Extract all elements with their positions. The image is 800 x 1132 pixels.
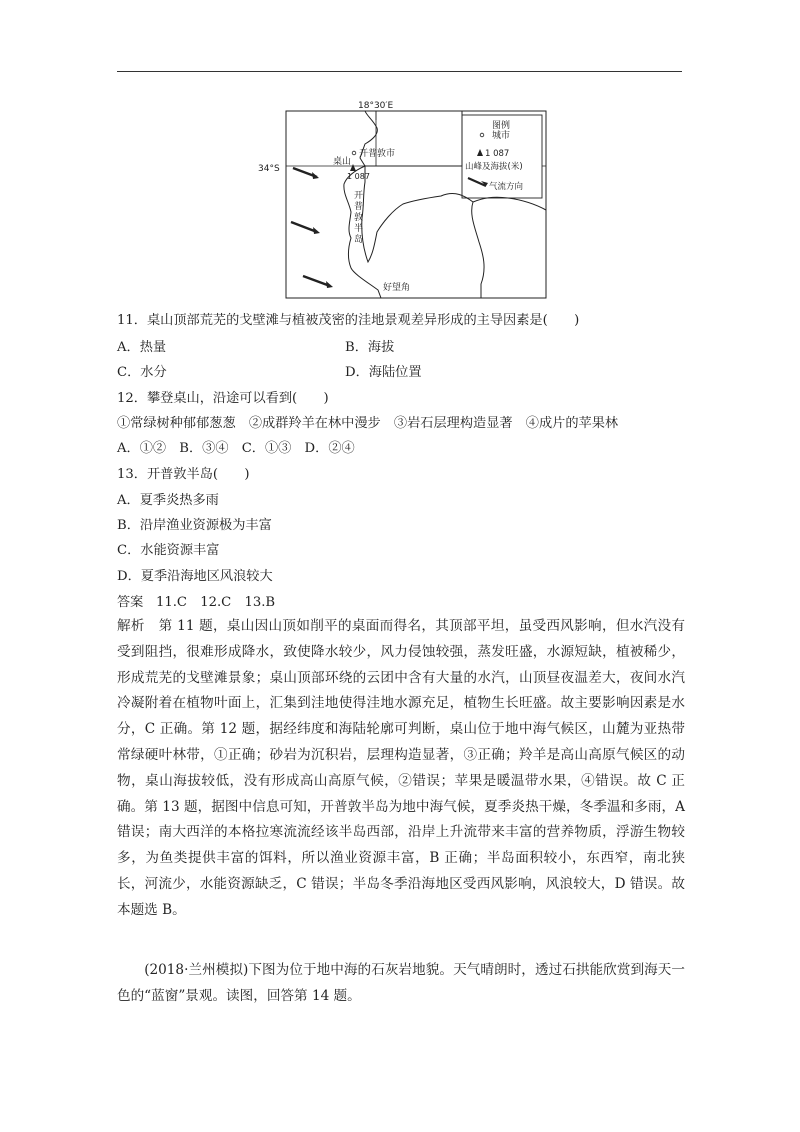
question-14-intro: (2018·兰州模拟)下图为位于地中海的石灰岩地貌。天气晴朗时，透过石拱能欣赏到海天一色的“蓝窗”景观。读图，回答第 14 题。 [117, 962, 685, 1004]
question-12-statements: ①常绿树种郁郁葱葱 ②成群羚羊在林中漫步 ③岩石层理构造显著 ④成片的苹果林 [117, 416, 619, 431]
legend-peak: 山峰及海拔(米) [465, 162, 523, 172]
legend-peak-value: 1 087 [485, 149, 510, 159]
question-13-stem: 13．开普敦半岛( ) [117, 467, 250, 482]
legend-city: 城市 [492, 131, 511, 141]
legend-title: 图例 [492, 121, 511, 131]
question-13-option-a: A．夏季炎热多雨 [117, 493, 219, 508]
analysis-paragraph [117, 614, 685, 924]
peninsula-label-5: 岛 [354, 235, 364, 245]
answer-label: 答案 [117, 595, 144, 610]
header-rule [117, 71, 682, 72]
peninsula-label-4: 半 [354, 224, 364, 234]
longitude-label: 18°30′E [358, 101, 394, 111]
answer-line [117, 594, 275, 612]
mountain-name: 桌山 [333, 157, 352, 167]
legend-airflow: 气流方向 [489, 182, 524, 192]
question-11-option-a: A．热量 [117, 340, 167, 355]
question-13-option-b: B．沿岸渔业资源极为丰富 [117, 518, 272, 533]
question-11-option-c: C．水分 [117, 365, 167, 380]
peninsula-label-2: 普 [354, 202, 364, 212]
peninsula-label-1: 开 [354, 191, 364, 201]
analysis-text: 第 11 题，桌山因山顶如削平的桌面而得名，其顶部平坦，虽受西风影响，但水汽没有受到阻挡，很难形成降水，致使降水较少，风力侵蚀较强，蒸发旺盛，水源短缺，植被稀少，形成荒芜的戈壁滩景象；桌山顶部环绕的云团中含有大量的水汽，山顶昼夜温差大，夜间水汽冷凝附着在植物叶面上，汇集到洼地使得洼地水源充足，植物生长旺盛。故主要影响因素是水分，C 正确。第 12 题，据经纬度和海陆轮廓可判断，桌山位于地中海气候区，山麓为亚热带常绿硬叶林带，①正确；砂岩为沉积岩，层理构造显著，③正确；羚羊是高山高原气候区的动物，桌山海拔较低，没有形成高山高原气候，②错误；苹果是暖温带水果，④错误。故 C 正确。第 13 题，据图中信息可知，开普敦半岛为地中海气候，夏季炎热干燥，冬季温和多雨，A 错误；南大西洋的本格拉寒流流经该半岛西部，沿岸上升流带来丰富的营养物质，浮游生物较多，为鱼类提供丰富的饵料，所以渔业资源丰富，B 正确；半岛面积较小，东西窄，南北狭长，河流少，水能资源缺乏，C 错误；半岛冬季沿海地区受西风影响，风浪较大，D 错误。故本题选 B。 [117, 618, 686, 918]
question-12-stem: 12．攀登桌山，沿途可以看到( ) [117, 391, 329, 406]
question-11-stem: 11．桌山顶部荒芜的戈壁滩与植被茂密的洼地景观差异形成的主导因素是( ) [117, 313, 580, 328]
answer-text: 11.C 12.C 13.B [155, 595, 276, 610]
question-13-option-d: D．夏季沿海地区风浪较大 [117, 569, 273, 584]
city-label: 开普敦市 [359, 149, 396, 159]
question-11-option-d: D．海陆位置 [345, 365, 422, 380]
city-marker [352, 151, 356, 155]
question-12-choices: A．①② B．③④ C．①③ D．②④ [117, 441, 355, 456]
latitude-label: 34°S [258, 164, 280, 174]
airflow-arrow-2 [291, 222, 320, 234]
question-11-option-b: B．海拔 [345, 340, 395, 355]
peninsula-label-3: 敦 [354, 213, 364, 223]
airflow-arrow-1 [293, 168, 319, 179]
cape-peninsula-map [255, 98, 555, 300]
cape-label: 好望角 [383, 283, 411, 293]
analysis-label: 解析 [117, 618, 145, 634]
question-13-option-c: C．水能资源丰富 [117, 543, 220, 558]
airflow-arrow-3 [303, 276, 333, 288]
mountain-height: 1 087 [347, 172, 370, 181]
